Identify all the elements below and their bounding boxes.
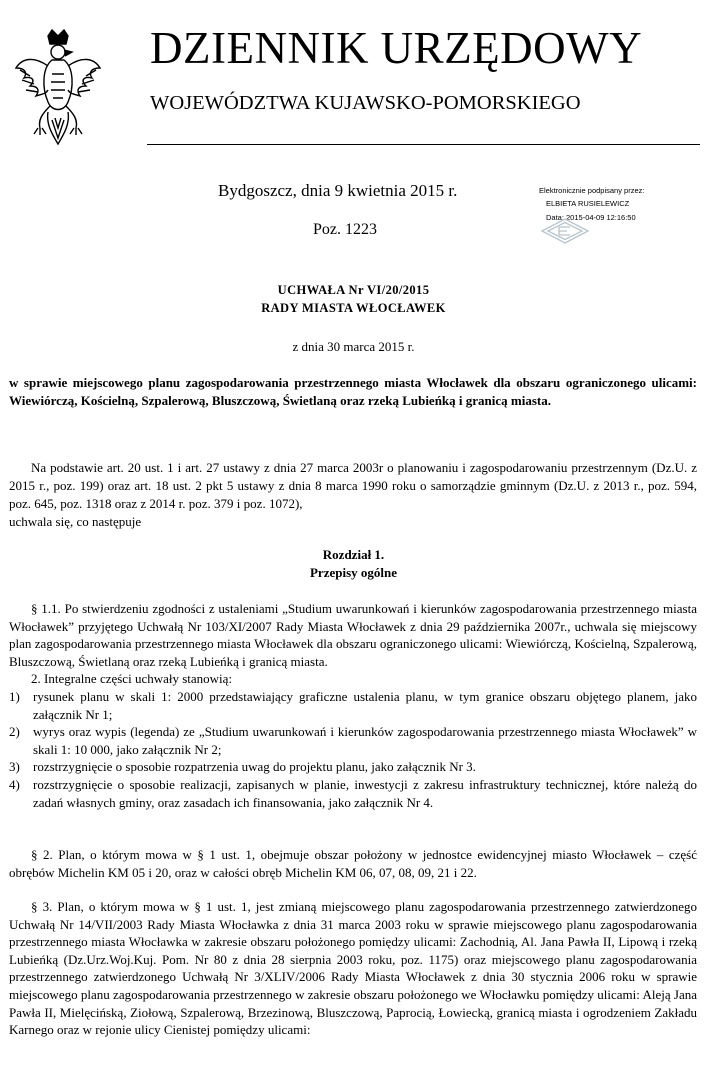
list-item-text: wyrys oraz wypis (legenda) ze „Studium uwarunkowań i kierunków zagospodarowania przestrzennego miasta Włocławek” w skali 1: 10 000, jako załącznik Nr 2; <box>33 724 697 757</box>
list-item-text: rozstrzygnięcie o sposobie realizacji, zapisanych w planie, inwestycji z zakresu infrastruktury technicznej, które należą do zadań własnych gminy, oraz zasadach ich finansowania, jako załącznik Nr 4. <box>33 776 697 810</box>
chapter-title: Przepisy ogólne <box>309 565 397 580</box>
section-3 <box>9 898 697 1039</box>
section-1-intro: § 1.1. Po stwierdzeniu zgodności z ustaleniami „Studium uwarunkowań i kierunków zagospodarowania przestrzennego miasta Włocławek” przyjętego Uchwałą Nr 103/XI/2007 Rady Miasta Włocławek z dnia 29 października 2007r., uchwala się miejscowy plan zagospodarowania przestrzennego miasta Włocławek dla obszaru ograniczonego ulicami: Wiewiórczą, Kościelną, Szpalerową, Bluszczową, Świetlaną oraz rzeką Lubieńką i granicą miasta. <box>9 601 697 669</box>
chapter-number: Rozdział 1. <box>322 547 385 562</box>
list-item-text: rozstrzygnięcie o sposobie rozpatrzenia uwag do projektu planu, jako załącznik Nr 3. <box>33 759 476 775</box>
list-item <box>9 776 697 811</box>
preamble-enactment: uchwala się, co następuje <box>9 514 142 529</box>
place-and-date: Bydgoszcz, dnia 9 kwietnia 2015 r. <box>218 181 458 200</box>
resolution-date: z dnia 30 marca 2015 r. <box>292 339 415 354</box>
resolution-heading <box>0 281 707 317</box>
section-2-text: § 2. Plan, o którym mowa w § 1 ust. 1, obejmuje obszar położony w jednostce ewidencyjnej miasto Włocławek – część obrębów Michelin KM 05 i 20, oraz w całości obręb Michelin KM 06, 07, 08, 09, 21 i 22. <box>9 847 697 880</box>
position-number: Poz. 1223 <box>313 221 377 238</box>
resolution-issuer: RADY MIASTA WŁOCŁAWEK <box>261 301 446 315</box>
journal-title: DZIENNIK URZĘDOWY <box>150 23 643 73</box>
preamble <box>9 459 697 531</box>
signature-caption: Elektronicznie podpisany przez: <box>539 186 645 195</box>
header-divider <box>147 144 700 145</box>
list-item-number: 2) <box>9 724 20 740</box>
journal-subtitle: WOJEWÓDZTWA KUJAWSKO-POMORSKIEGO <box>150 92 581 114</box>
section-1 <box>9 600 697 811</box>
white-eagle-emblem-icon <box>12 28 104 148</box>
resolution-subject: w sprawie miejscowego planu zagospodarowania przestrzennego miasta Włocławek dla obszaru ograniczonego ulicami: Wiewiórczą, Kościelną, Szpalerową, Bluszczową, Świetlaną oraz rzeką Lubieńką i granicą miasta. <box>9 375 697 408</box>
chapter-heading <box>0 546 707 582</box>
section-1-paragraph-2: 2. Integralne części uchwały stanowią: <box>31 671 233 687</box>
preamble-legal-basis: Na podstawie art. 20 ust. 1 i art. 27 ustawy z dnia 27 marca 2003r o planowaniu i zagospodarowaniu przestrzennym (Dz.U. z 2015 r., poz. 199) oraz art. 18 ust. 2 pkt 5 ustawy z dnia 8 marca 1990 roku o samorządzie gminnym (Dz.U. z 2013 r., poz. 594, poz. 645, poz. 1318 oraz z 2014 r. poz. 379 i poz. 1072), <box>9 460 697 511</box>
e-signature-logo-icon <box>540 217 590 245</box>
attachments-list <box>9 688 697 811</box>
section-2 <box>9 846 697 881</box>
list-item-number: 4) <box>9 776 20 792</box>
list-item <box>9 688 697 723</box>
list-item-text: rysunek planu w skali 1: 2000 przedstawiający graficzne ustalenia planu, w tym granice obszaru objętego planem, jako załącznik Nr 1; <box>33 688 697 722</box>
signer-name: ELBIETA RUSIELEWICZ <box>546 199 630 208</box>
list-item <box>9 758 697 776</box>
signature-date: Data: 2015-04-09 12:16:50 <box>546 213 636 222</box>
resolution-number: UCHWAŁA Nr VI/20/2015 <box>277 283 430 297</box>
section-3-text: § 3. Plan, o którym mowa w § 1 ust. 1, jest zmianą miejscowego planu zagospodarowania przestrzennego zatwierdzonego Uchwałą Nr 14/VII/2003 Rady Miasta Włocławka z dnia 31 marca 2003 roku w sprawie miejscowego planu zagospodarowania przestrzennego miasta Włocławka w zakresie obszaru położonego pomiędzy ulicami: Zachodnią, Al. Jana Pawła II, Lipową i rzeką Lubieńką (Dz.Urz.Woj.Kuj. Pom. Nr 80 z dnia 28 sierpnia 2003 roku, poz. 1175) oraz miejscowego planu zagospodarowania przestrzennego zatwierdzonego Uchwałą Nr 3/XLIV/2006 Rady Miasta Włocławek z dnia 30 stycznia 2006 roku w sprawie miejscowego planu zagospodarowania przestrzennego w zakresie obszaru położonego we Włocławku pomiędzy ulicami: Aleją Jana Pawła II, Mielęcińską, Ziołową, Szpalerową, Brzezinową, Bluszczową, Paprocią, Łowiecką, granicą miasta i ogrodzeniem Zakładu Karnego oraz w rejonie ulicy Cienistej pomiędzy ulicami: <box>9 899 697 1038</box>
list-item <box>9 723 697 758</box>
list-item-number: 3) <box>9 759 20 775</box>
list-item-number: 1) <box>9 688 20 704</box>
